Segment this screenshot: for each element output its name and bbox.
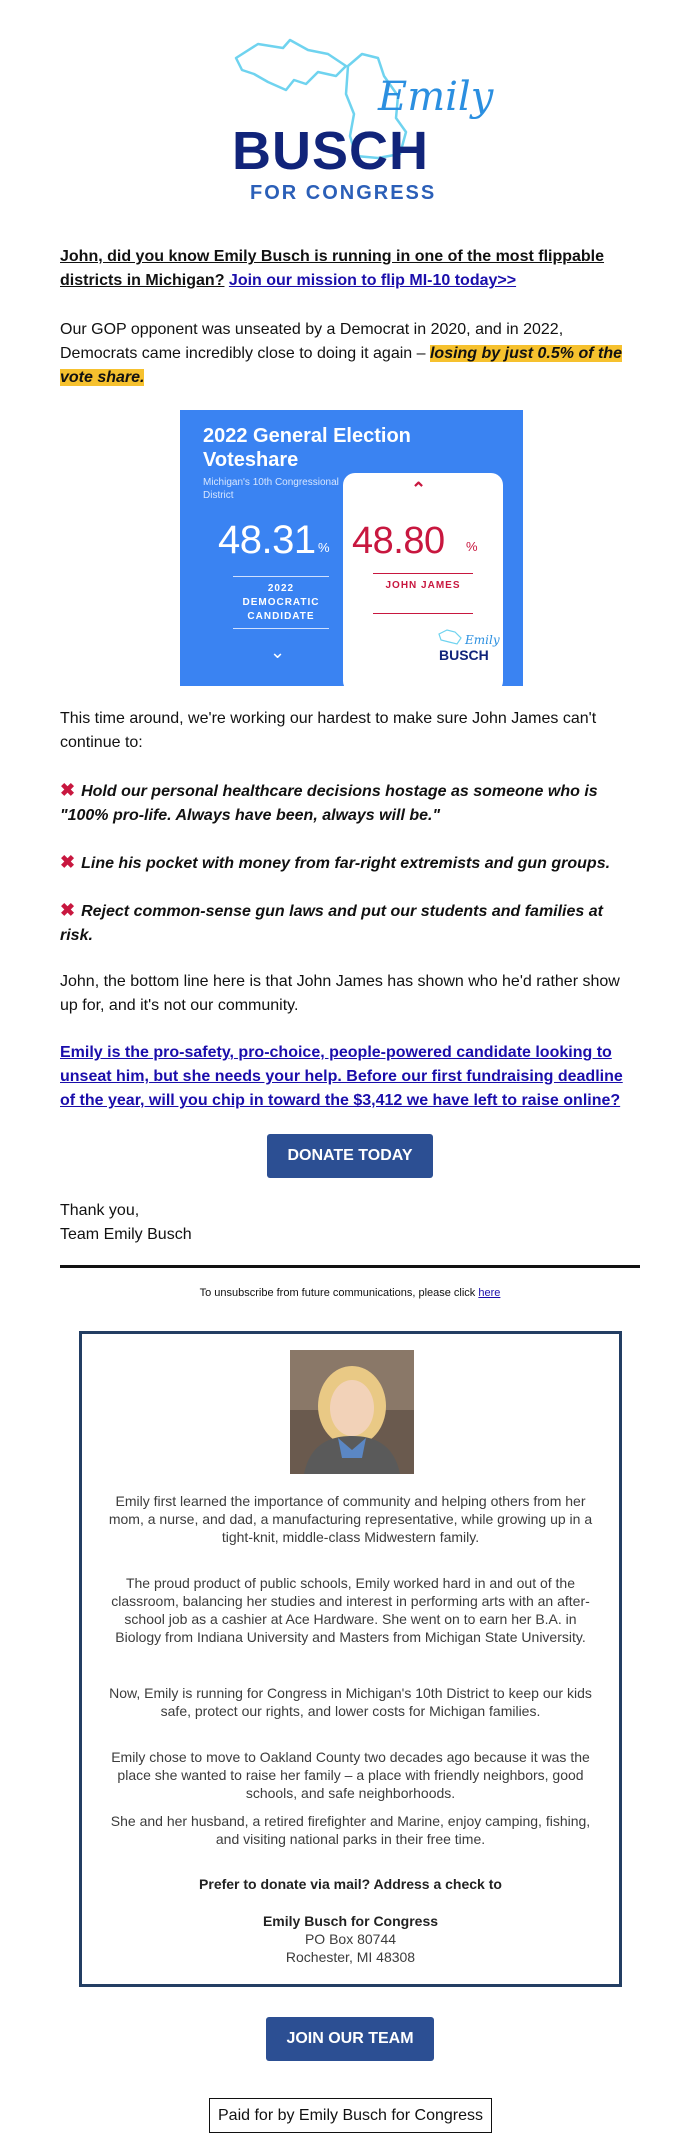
logo-first-name: Emily xyxy=(378,74,494,120)
bio-paragraph: Emily chose to move to Oakland County two decades ago because it was the place she wanted to raise her family – a place with friendly neighbors, good schools, and safe neighborhoods. xyxy=(111,1749,590,1801)
democrat-label: 2022 DEMOCRATIC CANDIDATE xyxy=(242,583,320,622)
red-x-icon: ✖ xyxy=(60,900,76,920)
red-x-icon: ✖ xyxy=(60,780,76,800)
bio-paragraph: Now, Emily is running for Congress in Michigan's 10th District to keep our kids safe, protect our rights, and lower costs for Michigan families. xyxy=(109,1685,592,1719)
voteshare-subtitle: Michigan's 10th Congressional District xyxy=(203,477,339,501)
republican-card xyxy=(343,473,503,693)
list-item xyxy=(60,898,640,948)
red-x-icon: ✖ xyxy=(60,852,76,872)
chevron-down-icon: ⌄ xyxy=(270,642,286,662)
voteshare-title: 2022 General Election Voteshare xyxy=(203,425,411,471)
highlight-text: losing by just 0.5% of the vote share. xyxy=(60,345,622,386)
bio-paragraph: She and her husband, a retired firefighter and Marine, enjoy camping, fishing, and visiting national parks in their free time. xyxy=(110,1813,591,1847)
signoff xyxy=(60,1199,640,1247)
donate-ask-link[interactable]: Emily is the pro-safety, pro-choice, people-powered candidate looking to unseat him, but she needs your help. Before our first fundraising deadline of the year, will you chip in toward the $3,412 we have left to raise online? xyxy=(60,1044,623,1109)
democrat-percent-sign: % xyxy=(318,540,330,555)
paid-for-disclaimer: Paid for by Emily Busch for Congress xyxy=(209,2098,492,2133)
join-our-team-button[interactable]: JOIN OUR TEAM xyxy=(266,2017,434,2061)
republican-label: JOHN JAMES xyxy=(385,580,461,591)
gop-text: Our GOP opponent was unseated by a Democrat in 2020, and in 2022, Democrats came incredibly close to doing it again – xyxy=(60,321,564,362)
list-item-text: Hold our personal healthcare decisions hostage as someone who is "100% pro-life. Always have been, always will be." xyxy=(60,783,598,824)
voteshare-graphic xyxy=(180,410,523,686)
divider xyxy=(373,573,473,574)
lead-paragraph: This time around, we're working our hardest to make sure John James can't continue to: xyxy=(60,710,597,751)
divider xyxy=(373,613,473,614)
bottom-line-paragraph: John, the bottom line here is that John James has shown who he'd rather show up for, and it's not our community. xyxy=(60,973,620,1014)
mail-city: Rochester, MI 48308 xyxy=(285,1949,416,1965)
bio-paragraph: The proud product of public schools, Emily worked hard in and out of the classroom, balancing her studies and interest in performing arts with an after-school job as a cashier at Ace Hardware. She went on to earn her B.A. in Biology from Indiana University and Masters from Michigan State University. xyxy=(111,1575,590,1645)
signoff-line-2: Team Emily Busch xyxy=(60,1226,192,1243)
campaign-logo xyxy=(228,36,494,211)
logo-last-name: BUSCH xyxy=(232,121,430,181)
mailing-address xyxy=(102,1912,599,1966)
mail-box: PO Box 80744 xyxy=(304,1931,397,1947)
democrat-share: 48.31 xyxy=(218,518,316,562)
list-item-text: Line his pocket with money from far-right extremists and gun groups. xyxy=(81,855,611,872)
bio-paragraph: Emily first learned the importance of community and helping others from her mom, a nurse, and dad, a manufacturing representative, while growing up in a tight-knit, middle-class Midwestern family. xyxy=(108,1493,593,1545)
ask-paragraph xyxy=(60,1041,640,1113)
signoff-line-1: Thank you, xyxy=(60,1202,140,1219)
candidate-photo xyxy=(290,1350,414,1474)
unsubscribe-link[interactable]: here xyxy=(478,1287,501,1299)
list-item xyxy=(60,850,640,876)
michigan-outline-icon xyxy=(439,630,461,644)
join-mission-link[interactable]: Join our mission to flip MI-10 today>> xyxy=(228,272,517,289)
republican-share: 48.80 xyxy=(352,520,445,562)
gop-paragraph xyxy=(60,318,640,390)
logo-tagline: FOR CONGRESS xyxy=(250,182,437,204)
divider xyxy=(233,628,329,629)
mini-logo-last-name: BUSCH xyxy=(439,647,489,663)
unsubscribe-line xyxy=(0,1287,700,1299)
chevron-up-icon: ⌃ xyxy=(411,479,427,499)
mini-logo-first-name: Emily xyxy=(465,633,500,647)
intro-paragraph xyxy=(60,245,640,293)
donate-today-button[interactable]: DONATE TODAY xyxy=(267,1134,433,1178)
bio-box xyxy=(79,1331,622,1987)
mail-heading: Prefer to donate via mail? Address a check to xyxy=(199,1876,502,1892)
intro-question: John, did you know Emily Busch is running in one of the most flippable districts in Michigan? xyxy=(60,248,605,289)
list-item xyxy=(60,778,640,828)
divider xyxy=(233,576,329,577)
unsubscribe-text: To unsubscribe from future communications, please click xyxy=(199,1287,479,1299)
mail-name: Emily Busch for Congress xyxy=(262,1913,439,1929)
republican-percent-sign: % xyxy=(466,539,478,554)
mini-logo xyxy=(437,628,500,668)
divider xyxy=(60,1265,640,1268)
list-item-text: Reject common-sense gun laws and put our students and families at risk. xyxy=(60,903,603,944)
